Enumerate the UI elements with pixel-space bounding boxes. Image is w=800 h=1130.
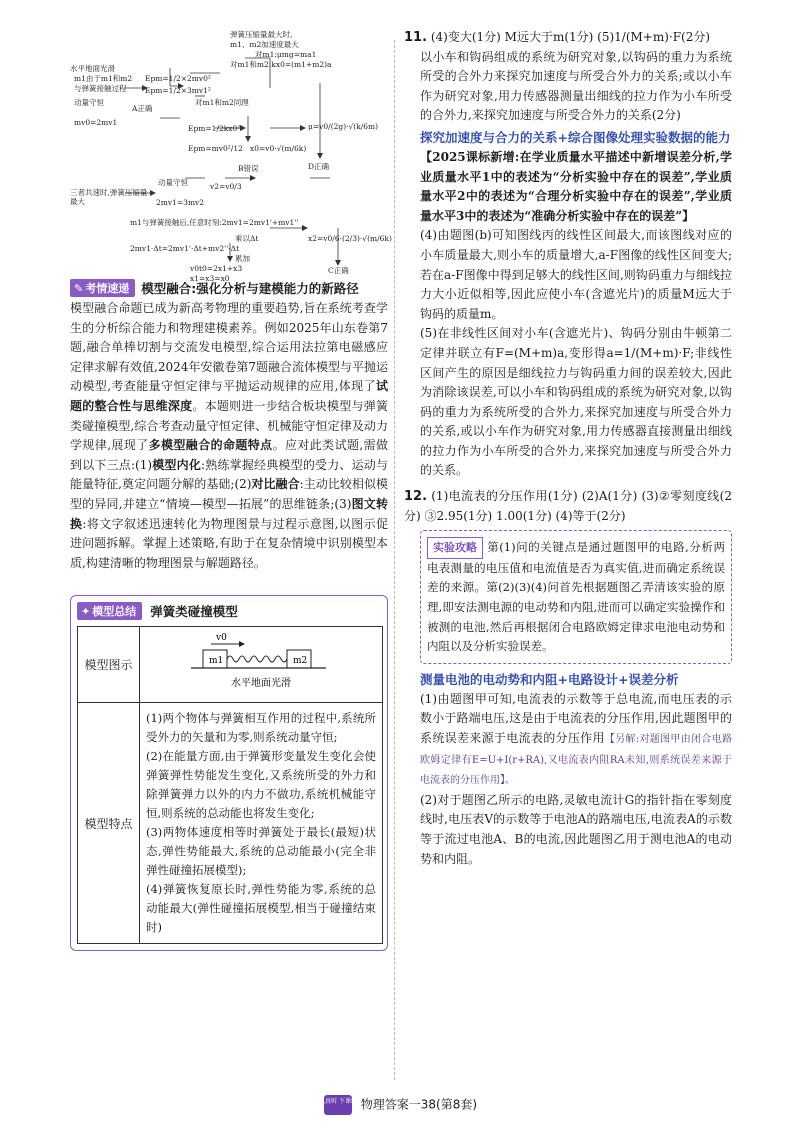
model-figure-cell bbox=[140, 627, 383, 703]
feature-item: (2)在能量方面,由于弹簧形变量发生变化会使弹簧弹性势能发生变化,又系统所受的外力和除弹簧弹力以外的内力不做功,系统机械能守恒,则系统的总动能也将发生变化; bbox=[146, 749, 376, 821]
text-run: (1)由题图甲可知,电流表的示数等于总电流,而电压表的示数小于路端电压,这是由于电流表的分压作用,因此题图甲的系统误差来源于电流表的分压作用 bbox=[420, 691, 732, 745]
exam-trend-title: 模型融合:强化分析与建模能力的新路径 bbox=[141, 281, 359, 296]
fig-caption: 水平地面光滑 bbox=[231, 677, 291, 689]
diag-text: C正确 bbox=[328, 266, 349, 275]
solution-flow-diagram bbox=[70, 28, 392, 283]
diag-text: A正确 bbox=[132, 104, 153, 113]
q11-part5: (5)在非线性区间对小车(含遮光片)、钩码分别由牛顿第二定律并联立有F=(M+m)a,变形得a=1/(M+m)·F;非线性区间产生的原因是细线拉力与钩码重力间的误差较大,因此为消除该误差,可以小车和钩码组成的系统为研究对象,以钩码的重力为系统所受的合外力,来探究加速度与所受合外力的关系,或以小车作为研究对象,用力传感器直接测量出细线的拉力作为小车所受的合外力,来探究加速度与所受合外力的关系。 bbox=[420, 326, 732, 478]
diag-text: 动量守恒 bbox=[74, 98, 104, 107]
text-run: :将文字叙述迅速转化为物理图景与过程示意图,以图示促进问题拆解。掌握上述策略,有助于在复杂情境中识别模型本质,构建清晰的物理图景与解题路径。 bbox=[70, 516, 388, 570]
feature-item: (1)两个物体与弹簧相互作用的过程中,系统所受外力的矢量和为零,则系统动量守恒; bbox=[146, 711, 376, 745]
page-footer bbox=[0, 1094, 800, 1116]
model-summary-title: 弹簧类碰撞模型 bbox=[150, 604, 238, 620]
column-divider bbox=[394, 40, 395, 1080]
model-table bbox=[77, 626, 383, 944]
logo-text: 上课认真听 下课练天星 bbox=[306, 1098, 369, 1105]
diag-text: B错误 bbox=[238, 164, 259, 173]
text-run: :主动比较相似模型的异同,并建立“情境—模型—拓展”的思维链条;(3) bbox=[70, 477, 388, 511]
text-run: 第(1)问的关键点是通过题图甲的电路,分析两电表测量的电压值和电流值是否为真实值,进而确定系统误差的来源。第(2)(3)(4)问首先根据题图乙弄清该实验的原理,即安法测电源的电动势和内阻,进而可以确定实验操作和被测的电池,然后再根据闭合电路欧姆定律求电池电动势和内阻以及分析实验误差。 bbox=[427, 540, 725, 654]
feature-item: (3)两物体速度相等时弹簧处于最长(最短)状态,弹性势能最大,系统的总动能最小(完全非弹性碰撞拓展模型); bbox=[146, 825, 376, 878]
exam-trend-badge: ✎ 考情速递 bbox=[70, 279, 135, 297]
diag-text: Epm=1/2×3mv1² bbox=[145, 86, 211, 95]
alt-solution-note: 【另解:对题图甲由闭合电路欧姆定律有E=U+I(r+RA),又电流表内阻RA未知,则系统误差来源于电流表的分压作用】。 bbox=[420, 734, 732, 787]
diag-text: x1=x3=x0 bbox=[190, 274, 230, 283]
publisher-logo-icon bbox=[306, 1094, 369, 1116]
question-number: 12. bbox=[404, 489, 428, 505]
diag-text: Epm=mv0²/12 bbox=[188, 144, 243, 153]
q12-section-title: 测量电池的电动势和内阻+电路设计+误差分析 bbox=[420, 671, 679, 687]
diag-text: 2mv1=3mv2 bbox=[156, 198, 205, 207]
q12-part2: (2)对于题图乙所示的电路,灵敏电流计G的指针指在零刻度线时,电压表V的示数等于电池A的路端电压,电流表A的示数等于流过电池A、B的电流,因此题图乙用于测电池A的电动势和内阻。 bbox=[420, 792, 732, 866]
fig-v0-label: v0 bbox=[216, 632, 227, 643]
diag-text: 与弹簧接触过程 bbox=[74, 84, 127, 93]
text-run: 。应对此类试题,需做到以下三点:(1) bbox=[70, 438, 388, 472]
table-label: 模型图示 bbox=[78, 627, 140, 703]
diag-text: Epm=1/2kx0² bbox=[188, 124, 241, 133]
answer-text: (1)电流表的分压作用(1分) (2)A(1分) (3)②零刻度线(2分) ③2.95(1分) 1.00(1分) (4)等于(2分) bbox=[404, 489, 732, 523]
bold-run: 图文转换 bbox=[70, 496, 388, 531]
table-row bbox=[78, 703, 383, 944]
star-icon: ✦ bbox=[81, 605, 91, 619]
diag-text: D正确 bbox=[308, 162, 330, 171]
experiment-strategy-badge: 实验攻略 bbox=[427, 537, 483, 559]
diag-text: v0t0=2x1+x3 bbox=[190, 264, 243, 273]
diag-text: v2=v0/3 bbox=[210, 182, 242, 191]
model-feature-cell bbox=[140, 703, 383, 944]
question-number: 11. bbox=[404, 30, 428, 45]
feature-item: (4)弹簧恢复原长时,弹性势能为零,系统的总动能最大(弹性碰撞拓展模型,相当于碰撞结束时) bbox=[146, 882, 376, 935]
q12-part1 bbox=[404, 690, 732, 791]
bold-run: 多模型融合的命题特点 bbox=[148, 438, 273, 453]
bold-run: 试题的整合性与思维深度 bbox=[70, 379, 388, 413]
q11-standard-note: 【2025课标新增:在学业质量水平描述中新增误差分析,学业质量水平1中的表述为“分析实验中存在的误差”,学业质量水平2中的表述为“合理分析实验中存在的误差”,学业质量水平3中的表述为“准确分析实验中存在的误差”】 bbox=[420, 149, 732, 223]
table-row bbox=[78, 627, 383, 703]
diag-text: x2=v0/6·(2/3)·√(m/6k) bbox=[308, 234, 392, 243]
diag-text: 累加 bbox=[235, 254, 250, 263]
diag-text: m1与弹簧接触后,任意时刻:2mv1=2mv1'+mv1'' bbox=[130, 218, 299, 227]
model-summary-header bbox=[77, 602, 383, 620]
exam-trend-text bbox=[70, 299, 388, 573]
diag-text: 水平地面光滑 bbox=[70, 64, 115, 73]
fig-m2-label: m2 bbox=[293, 655, 308, 666]
model-summary-box bbox=[70, 595, 388, 951]
q11-text: 以小车和钩码组成的系统为研究对象,以钩码的重力为系统所受的合外力来探究加速度与所受合外力的关系;或以小车作为研究对象,用力传感器测量出细线的拉力作为小车所受的合外力,来探究加速度与所受合外力的关系(2分) bbox=[420, 49, 732, 123]
diag-text: Epm=1/2×2mv0² bbox=[145, 74, 211, 83]
bold-run: 对比融合 bbox=[251, 477, 300, 492]
fig-m1-label: m1 bbox=[209, 655, 224, 666]
q11-section-title: 探究加速度与合力的关系+综合图像处理实验数据的能力 bbox=[420, 129, 731, 145]
right-column bbox=[404, 28, 732, 869]
page-number-text: 物理答案一38(第8套) bbox=[360, 1097, 478, 1112]
diag-text: m1由于m1和m2 bbox=[74, 74, 133, 83]
diag-text: 动量守恒 bbox=[158, 178, 188, 187]
model-summary-badge: ✦ 模型总结 bbox=[77, 602, 142, 620]
answer-text: (4)变大(1分) M远大于m(1分) (5)1/(M+m)·F(2分) bbox=[430, 30, 711, 44]
q11-answer-line bbox=[404, 28, 732, 48]
diag-text: 三者共速时,弹簧压缩量最大 bbox=[70, 188, 148, 206]
diag-text: 弹簧压缩量最大时, bbox=[230, 30, 293, 39]
experiment-strategy-text bbox=[427, 537, 725, 657]
diag-text: m1、m2加速度最大 bbox=[230, 40, 299, 49]
text-run: :熟练掌握经典模型的受力、运动与能量特征,奠定问题分解的基础;(2) bbox=[70, 457, 388, 492]
spring-collision-figure bbox=[141, 630, 381, 700]
table-label: 模型特点 bbox=[78, 703, 140, 944]
text-run: 。本题则进一步结合板块模型与弹簧类碰撞模型,综合考查动量守恒定律、机械能守恒定律及动力学规律,展现了 bbox=[70, 398, 388, 453]
bold-run: 模型内化 bbox=[152, 457, 202, 472]
diag-text: 对m1:μmg=ma1 bbox=[255, 50, 317, 59]
diag-text: 对m1和m2同理 bbox=[195, 98, 249, 107]
arrow-head-icon bbox=[239, 641, 245, 647]
diag-text: 对m1和m2:kx0=(m1+m2)a bbox=[230, 60, 332, 69]
diag-text: μ=v0/(2g)·√(k/6m) bbox=[308, 122, 379, 131]
diag-text: 2mv1·Δt=2mv1'·Δt+mv2''·Δt bbox=[130, 244, 240, 253]
pen-icon: ✎ bbox=[74, 282, 84, 295]
experiment-strategy-box bbox=[420, 530, 732, 664]
left-column bbox=[70, 28, 392, 951]
q11-part4: (4)由题图(b)可知图线丙的线性区间最大,而该图线对应的小车质量最大,则小车的质量增大,a-F图像的线性区间变大;若在a-F图像中得到足够大的线性区间,则钩码重力与细线拉力大小近似相等,因此应使小车(含遮光片)的质量M远大于钩码的质量m。 bbox=[420, 228, 732, 321]
diag-text: x0=v0·√(m/6k) bbox=[250, 144, 307, 153]
diag-text: mv0=2mv1 bbox=[74, 118, 118, 127]
diag-text: 乘以Δt bbox=[235, 234, 259, 243]
spring bbox=[227, 656, 287, 662]
text-run: 模型融合命题已成为新高考物理的重要趋势,旨在系统考查学生的分析综合能力和物理建模素养。例如2025年山东卷第7题,融合单棒切割与交流发电模型,综合运用法拉第电磁感应定律求解有效值,2024年安徽卷第7题融合流体模型与平抛运动模型,考查能量守恒定律与平抛运动规律的应用,体现了 bbox=[70, 301, 388, 394]
q12-answer-line bbox=[404, 487, 732, 526]
